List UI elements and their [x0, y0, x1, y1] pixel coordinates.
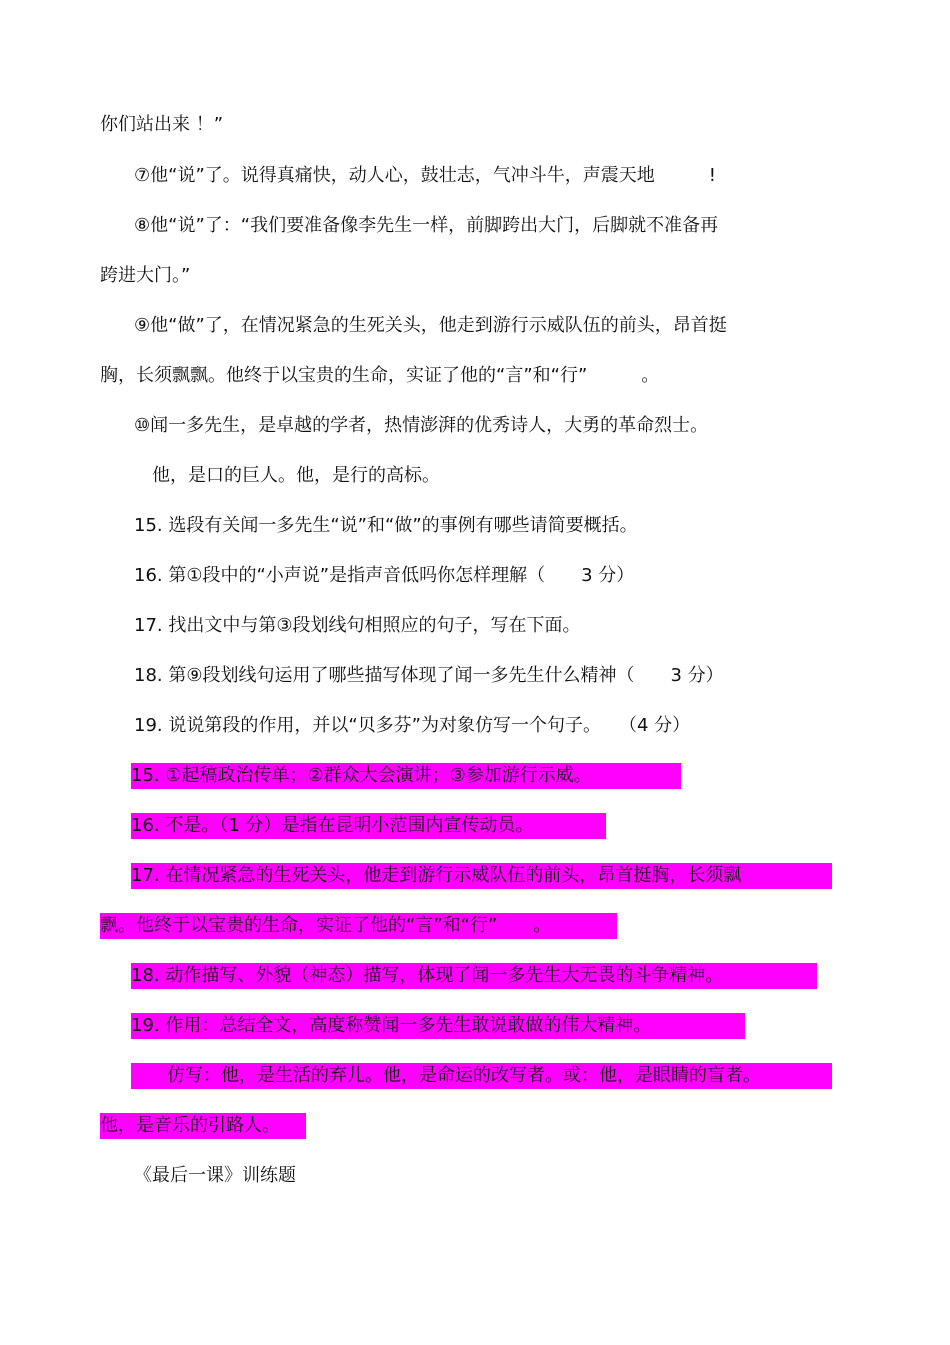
answer-16: 16. 不是。（1 分）是指在昆明小范围内宣传动员。 [131, 813, 606, 839]
passage-line-2: ⑦他“说”了。说得真痛快，动人心，鼓壮志，气冲斗牛，声震天地 ! [134, 165, 716, 186]
passage-line-7: ⑩闻一多先生，是卓越的学者，热情澎湃的优秀诗人，大勇的革命烈士。 [134, 415, 709, 436]
passage-line-8: 他，是口的巨人。他，是行的高标。 [152, 465, 440, 486]
question-19: 19. 说说第段的作用，并以“贝多芬”为对象仿写一个句子。 （4 分） [134, 715, 691, 736]
answer-19-line-1: 19. 作用：总结全文，高度称赞闻一多先生敢说敢做的伟大精神。 [131, 1013, 745, 1039]
section-title: 《最后一课》训练题 [134, 1165, 296, 1186]
passage-line-5: ⑨他“做”了，在情况紧急的生死关头，他走到游行示威队伍的前头，昂首挺 [134, 315, 727, 336]
question-18: 18. 第⑨段划线句运用了哪些描写体现了闻一多先生什么精神（ 3 分） [134, 665, 724, 686]
answer-18: 18. 动作描写、外貌（神态）描写，体现了闻一多先生大无畏的斗争精神。 [131, 963, 817, 989]
answer-15: 15. ①起稿政治传单；②群众大会演讲；③参加游行示威。 [131, 763, 681, 789]
question-15: 15. 选段有关闻一多先生“说”和“做”的事例有哪些请简要概括。 [134, 515, 638, 536]
passage-line-4: 跨进大门。” [100, 265, 191, 286]
passage-line-3: ⑧他“说”了：“我们要准备像李先生一样，前脚跨出大门，后脚就不准备再 [134, 215, 719, 236]
answer-17-line-2: 飘。他终于以宝贵的生命，实证了他的“言”和“行” 。 [100, 913, 617, 939]
question-16: 16. 第①段中的“小声说”是指声音低吗你怎样理解（ 3 分） [134, 565, 635, 586]
answer-19-line-3: 他，是音乐的引路人。 [100, 1113, 306, 1139]
passage-line-6: 胸，长须飘飘。他终于以宝贵的生命，实证了他的“言”和“行” 。 [100, 365, 660, 386]
answer-17-line-1: 17. 在情况紧急的生死关头，他走到游行示威队伍的前头，昂首挺胸，长须飘 [131, 863, 832, 889]
question-17: 17. 找出文中与第③段划线句相照应的句子，写在下面。 [134, 615, 581, 636]
answer-19-line-2: 仿写：他，是生活的弃儿。他，是命运的改写者。或：他，是眼睛的盲者。 [131, 1063, 832, 1089]
passage-line-1: 你们站出来 ！” [100, 114, 224, 135]
